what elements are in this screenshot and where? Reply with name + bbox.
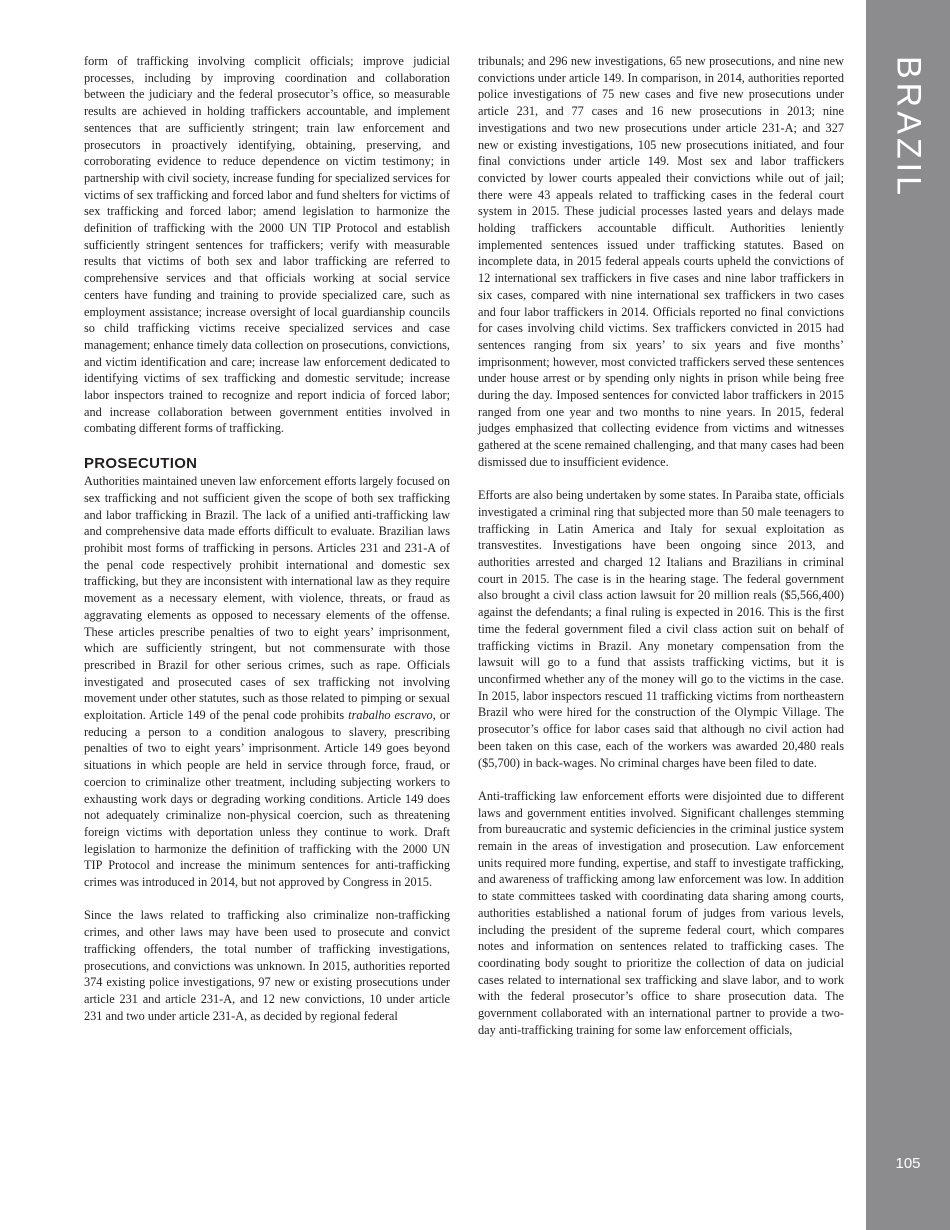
prosecution-paragraph-1 [84, 473, 450, 891]
country-sidebar [866, 0, 950, 1230]
prosecution-paragraph-2: Since the laws related to trafficking also criminalize non-trafficking crimes, and other laws may have been used to prosecute and convict trafficking offenders, the total number of trafficking investigations, prosecutions, and convictions was unknown. In 2015, authorities reported 374 existing police investigations, 97 new or existing prosecutions under article 231 and article 231-A, and 12 new convictions, 10 under article 231 and two under article 231-A, as decided by regional federal [84, 908, 450, 1023]
country-label-wrapper [866, 56, 950, 226]
right-paragraph-2: Efforts are also being undertaken by some states. In Paraiba state, officials investigated a criminal ring that subjected more than 50 male teenagers to trafficking in Latin America and Italy for sexual exploitation as transvestites. Investigations have been ongoing since 2013, and authorities arrested and charged 12 Italians and Brazilians in criminal court in 2015. The case is in the hearing stage. The federal government also brought a civil class action lawsuit for 20 million reals ($5,566,400) against the defendants; a final ruling is expected in 2016. This is the first time the federal government filed a civil class action suit on behalf of trafficking victims in Brazil. Any monetary compensation from the lawsuit will go to a fund that assists trafficking victims, but it is unconfirmed whether any of the money will go to the victims in the case. In 2015, labor inspectors rescued 11 trafficking victims from northeastern Brazil who were hired for the construction of the Olympic Village. The prosecutor’s office for labor cases said that although no civil action had been taken on this case, each of the workers was awarded 20,480 reals ($5,700) in back-wages. No criminal charges have been filed to date. [478, 488, 844, 770]
left-column [84, 53, 450, 1024]
country-label: BRAZIL [889, 56, 928, 200]
prosecution-heading: PROSECUTION [84, 455, 198, 473]
prosecution-p1-italic-term: trabalho escravo [348, 708, 433, 723]
page-number: 105 [895, 1155, 921, 1172]
prosecution-p1-text-b: , or reducing a person to a condition analogous to slavery, prescribing penalties of two to eight years’ imprisonment. Article 149 goes beyond situations in which people are held in service through force, fraud, or coercion to criminalize other treatment, including subjecting workers to exhausting work days or degrading working conditions. Article 149 does not adequately criminalize non-physical coercion, such as threatening foreign victims with deportation unless they continue to work. Draft legislation to harmonize the definition of trafficking with the 2000 UN TIP Protocol and increase the minimum sentences for anti-trafficking crimes was introduced in 2014, but not approved by Congress in 2015. [84, 708, 450, 890]
recommendations-paragraph: form of trafficking involving complicit officials; improve judicial processes, including by improving coordination and collaboration between the judiciary and the federal prosecutor’s office, so measurable results are achieved in holding traffickers accountable, and implement sentences that are sufficiently stringent; train law enforcement and prosecutors in proactively identifying, obtaining, preserving, and corroborating evidence to reduce dependence on victim testimony; in partnership with civil society, increase funding for specialized services for victims of sex trafficking and forced labor and fund shelters for victims of sex trafficking and forced labor; amend legislation to harmonize the definition of trafficking with the 2000 UN TIP Protocol and establish sufficiently stringent sentences for traffickers; verify with measurable results that victims of both sex and labor trafficking are referred to comprehensive services and that officials working at social service centers have funding and training to provide specialized care, such as employment assistance; increase oversight of local guardianship councils so child trafficking victims receive specialized services and case management; enhance timely data collection on prosecutions, convictions, and victim identification and care; increase law enforcement dedicated to identifying victims of sex trafficking and domestic servitude; increase labor inspectors trained to recognize and report indicia of forced labor; and increase collaboration between government entities involved in combating different forms of trafficking. [84, 54, 450, 436]
prosecution-p1-text-a: Authorities maintained uneven law enforcement efforts largely focused on sex trafficking and not sufficient given the scope of both sex trafficking and labor trafficking in Brazil. The lack of a unified anti-trafficking law and comprehensive data made efforts difficult to evaluate. Brazilian laws prohibit most forms of trafficking in persons. Articles 231 and 231-A of the penal code respectively prohibit international and domestic sex trafficking, but they are inconsistent with international law as they require movement as a necessary element, with violence, threats, or fraud as aggravating elements as opposed to necessary elements of the offense. These articles prescribe penalties of two to eight years’ imprisonment, which are sufficiently stringent, but not commensurate with those prescribed in Brazil for other serious crimes, such as rape. Officials investigated and prosecuted cases of sex trafficking not involving movement under other statutes, such as those related to pimping or sexual exploitation. Article 149 of the penal code prohibits [84, 474, 450, 723]
right-column [478, 53, 844, 1038]
right-paragraph-3: Anti-trafficking law enforcement efforts were disjointed due to different laws and government entities involved. Significant challenges stemming from bureaucratic and systemic deficiencies in the criminal justice system remain in the areas of investigation and prosecution. Law enforcement units required more funding, expertise, and staff to investigate trafficking, and awareness of trafficking among law enforcement was low. In addition to state committees tasked with coordinating data sharing among courts, authorities established a national forum of judges from various levels, including the president of the supreme federal court, which compares notes and information on sentences related to trafficking cases. The coordinating body sought to prioritize the collection of data on judicial cases related to international sex trafficking and slave labor, and to work with the federal prosecutor’s office to share prosecution data. The government collaborated with an international partner to provide a two-day anti-trafficking training for some law enforcement officials, [478, 788, 844, 1037]
right-paragraph-1: tribunals; and 296 new investigations, 65 new prosecutions, and nine new convictions under article 149. In comparison, in 2014, authorities reported police investigations of 75 new cases and five new prosecutions under article 231, and 77 cases and 16 new prosecutions in 2013; nine investigations and two new prosecutions under article 231-A; and 327 new or existing investigations, 105 new prosecutions initiated, and four final convictions under article 149. Most sex and labor traffickers convicted by lower courts appealed their convictions while out of jail; there were 43 appeals related to trafficking cases in the federal court system in 2015. These judicial processes lasted years and delays made holding traffickers accountable difficult. Authorities leniently implemented sentences issued under trafficking statutes. Based on incomplete data, in 2015 federal appeals courts upheld the convictions of 12 international sex traffickers in five cases and nine labor traffickers in six cases, compared with nine international sex traffickers in two cases and four labor traffickers in 2014. Officials reported no final convictions for cases involving child victims. Sex traffickers convicted in 2015 had sentences ranging from six years’ to six years and five months’ imprisonment; however, most convicted traffickers served these sentences under house arrest or by spending only nights in prison while being free during the day. Imposed sentences for convicted labor traffickers in 2015 ranged from one year and two months to nine years. In 2015, federal judges emphasized that collecting evidence from victims and witnesses gathered at the scene remained challenging, and that many cases had been dismissed due to insufficient evidence. [478, 54, 844, 469]
